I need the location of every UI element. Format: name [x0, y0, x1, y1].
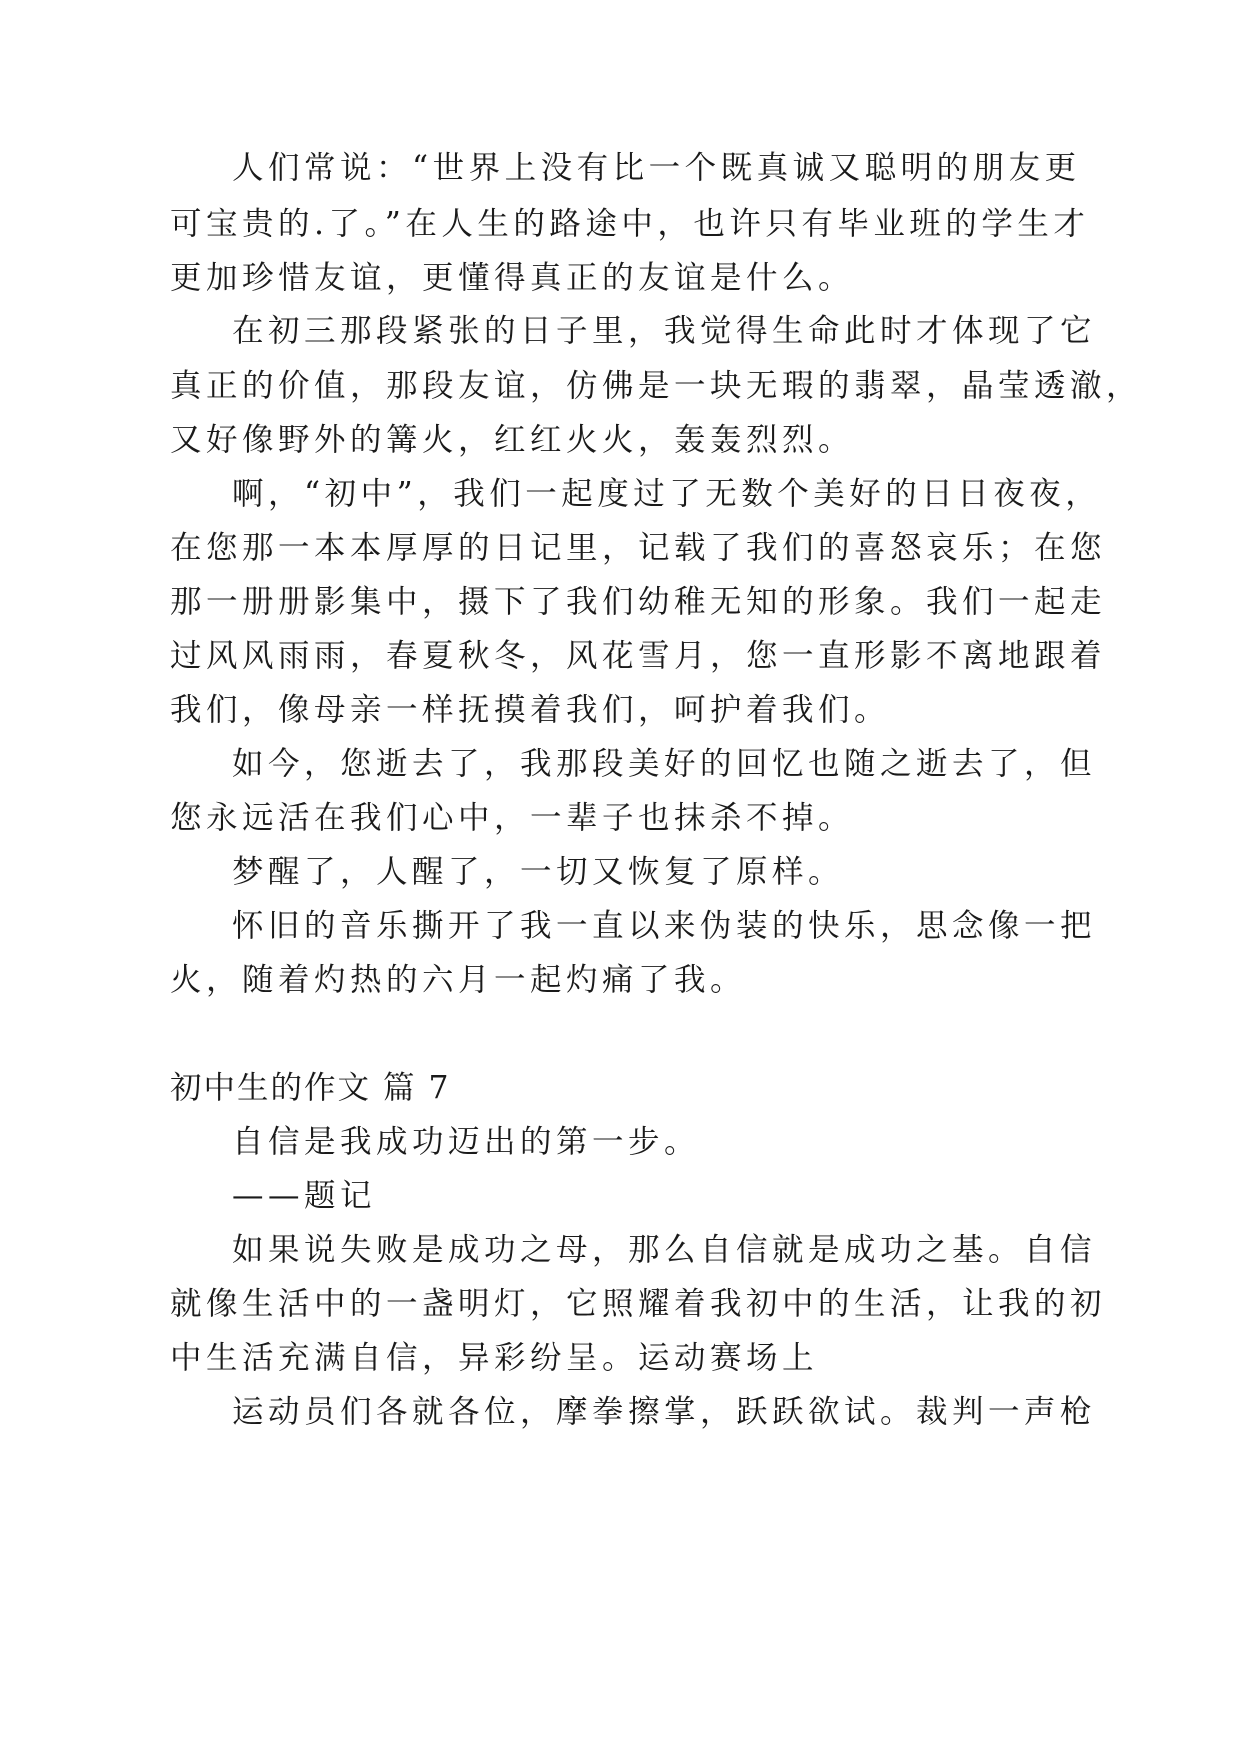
- text-line: 又好像野外的篝火，红红火火，轰轰烈烈。: [170, 422, 855, 458]
- text-line: 那一册册影集中，摄下了我们幼稚无知的形象。我们一起走: [170, 584, 1107, 620]
- text-line: 更加珍惜友谊，更懂得真正的友谊是什么。: [170, 260, 855, 296]
- text-line: 怀旧的音乐撕开了我一直以来伪装的快乐，思念像一把: [232, 908, 1097, 944]
- text-line: 可宝贵的.了。”在人生的路途中，也许只有毕业班的学生才: [170, 206, 1090, 242]
- text-line: 就像生活中的一盏明灯，它照耀着我初中的生活，让我的初: [170, 1286, 1107, 1322]
- text-line: 中生活充满自信，异彩纷呈。运动赛场上: [170, 1340, 819, 1376]
- text-line: 在初三那段紧张的日子里，我觉得生命此时才体现了它: [232, 313, 1097, 349]
- text-line: 啊，“初中”，我们一起度过了无数个美好的日日夜夜，: [232, 476, 1102, 512]
- text-line: 我们，像母亲一样抚摸着我们，呵护着我们。: [170, 692, 891, 728]
- text-line: 人们常说：“世界上没有比一个既真诚又聪明的朋友更: [232, 150, 1081, 186]
- text-line: 在您那一本本厚厚的日记里，记载了我们的喜怒哀乐；在您: [170, 530, 1107, 566]
- text-line: 您永远活在我们心中，一辈子也抹杀不掉。: [170, 800, 855, 836]
- text-line: 如果说失败是成功之母，那么自信就是成功之基。自信: [232, 1232, 1097, 1268]
- text-line: 过风风雨雨，春夏秋冬，风花雪月，您一直形影不离地跟着: [170, 638, 1107, 674]
- text-line: 梦醒了，人醒了，一切又恢复了原样。: [232, 854, 845, 890]
- text-line: 自信是我成功迈出的第一步。: [232, 1124, 701, 1160]
- text-line: 运动员们各就各位，摩拳擦掌，跃跃欲试。裁判一声枪: [232, 1394, 1097, 1430]
- text-line: ——题记: [232, 1178, 377, 1214]
- text-line: 如今，您逝去了，我那段美好的回忆也随之逝去了，但: [232, 746, 1097, 782]
- text-line: 真正的价值，那段友谊，仿佛是一块无瑕的翡翠，晶莹透澈，: [170, 368, 1143, 404]
- section-heading: 初中生的作文 篇 7: [170, 1070, 451, 1106]
- text-line: 火，随着灼热的六月一起灼痛了我。: [170, 962, 747, 998]
